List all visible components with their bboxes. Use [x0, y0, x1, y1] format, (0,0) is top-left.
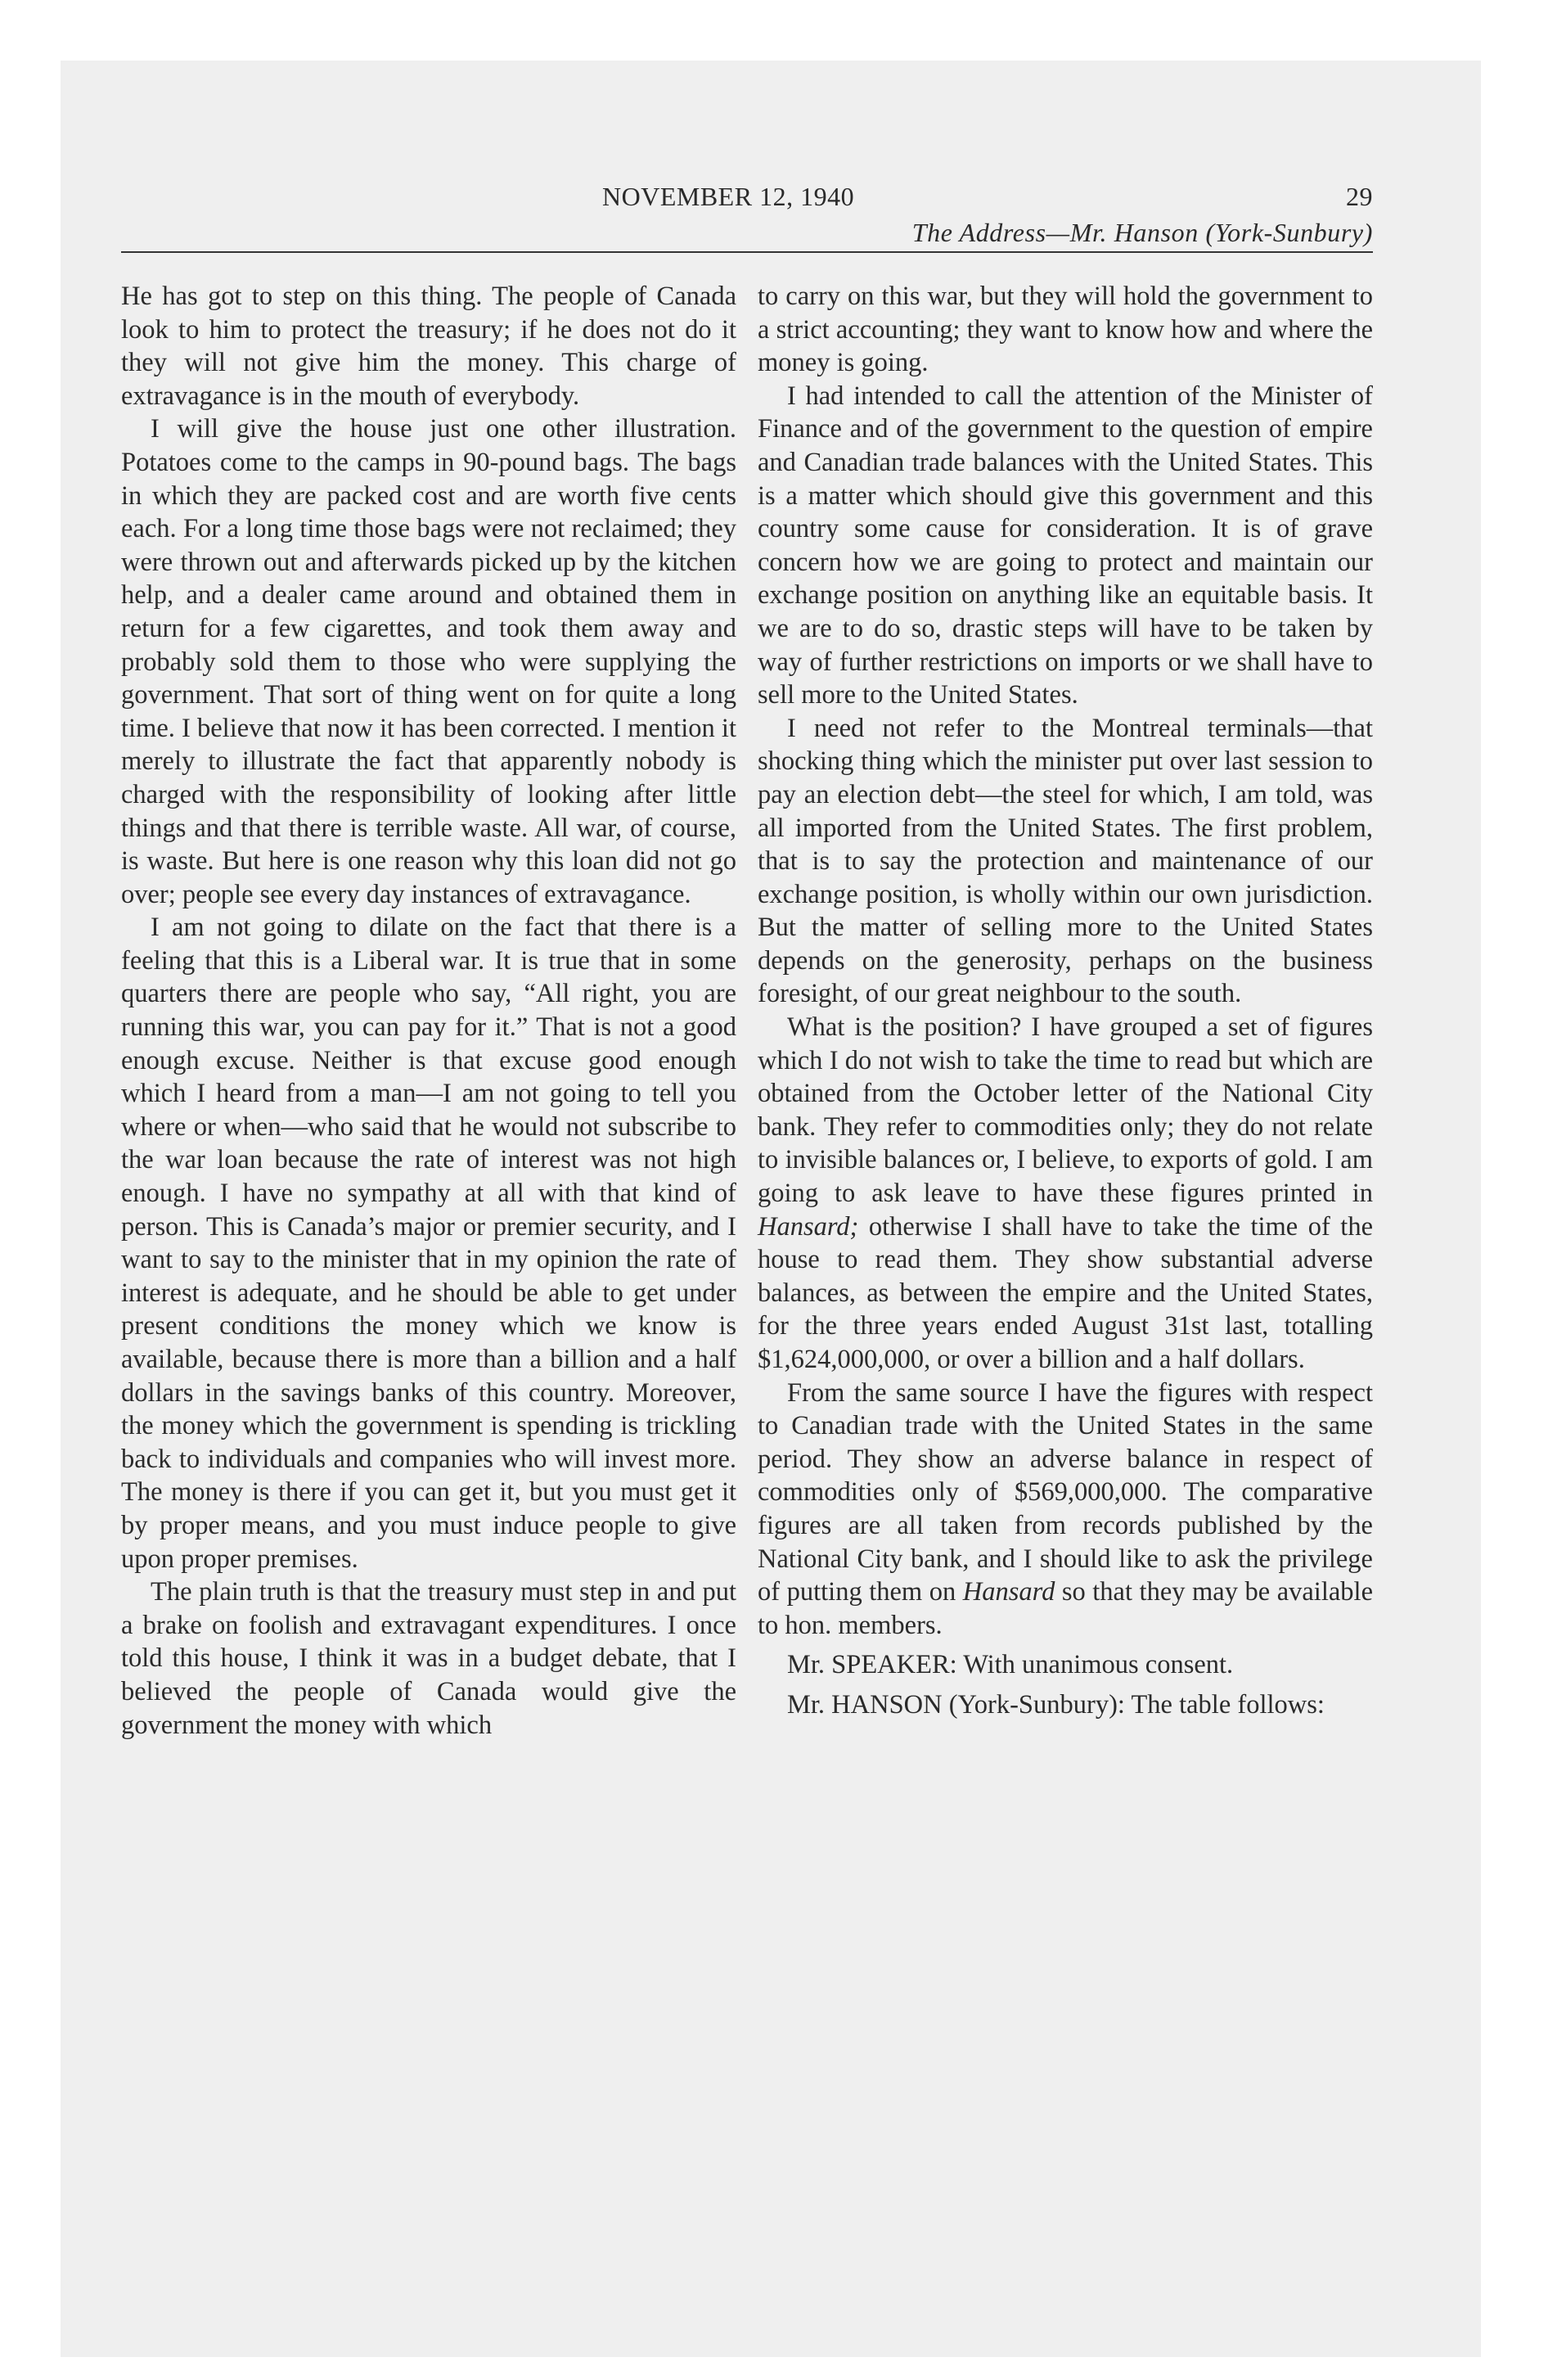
paragraph: I will give the house just one other illustration. Potatoes come to the camps in 90-pound bags. The bags in which they are packed cost and are worth five cents each. For a long time those bags were not reclaimed; they were thrown out and afterwards picked up by the kitchen help, and a dealer came around and obtained them in return for a few cigarettes, and took them away and probably sold them to those who were supplying the government. That sort of thing went on for quite a long time. I believe that now it has been corrected. I mention it merely to illustrate the fact that apparently nobody is charged with the responsibility of looking after little things and that there is terrible waste. All war, of course, is waste. But here is one reason why this loan did not go over; people see every day instances of extravagance. [121, 414, 736, 909]
paragraph: to carry on this war, but they will hold the government to a strict accounting; they want to know how and where the money is going. [758, 282, 1373, 378]
italic-hansard: Hansard [962, 1577, 1055, 1607]
speaker-line: Mr. SPEAKER: With unanimous consent. [787, 1650, 1234, 1680]
paragraph-text: so that they may be available to hon. members. [758, 1577, 1373, 1640]
header-subtitle: The Address—Mr. Hanson (York-Sunbury) [911, 218, 1373, 247]
speaker-line: Mr. HANSON (York-Sunbury): The table follows: [787, 1689, 1325, 1720]
paragraph: He has got to step on this thing. The people of Canada look to him to protect the treasury; if he does not do it they will not give him the money. This charge of extravagance is in the mouth of everybody. [121, 282, 736, 411]
text-columns [121, 280, 1373, 1742]
left-column [121, 280, 736, 1742]
right-column [758, 280, 1373, 1742]
paragraph [758, 1377, 1373, 1643]
paragraph-text: otherwise I shall have to take the time of the house to read them. They show substantial adverse balances, as between the empire and the United States, for the three years ended August 31st last, totalling $1,624,000,000, or over a billion and a half dollars. [758, 1211, 1373, 1374]
header-rule [121, 251, 1373, 253]
page-header [121, 182, 1373, 253]
paragraph-text: What is the position? I have grouped a set of figures which I do not wish to take the time to read but which are obtained from the October letter of the National City bank. They refer to commodities only; they do not relate to invisible balances or, I believe, to exports of gold. I am going to ask leave to have these figures printed in [758, 1012, 1373, 1209]
paragraph: I had intended to call the attention of the Minister of Finance and of the government to the question of empire and Canadian trade balances with the United States. This is a matter which should give this government and this country some cause for consideration. It is of grave concern how we are going to protect and maintain our exchange position on anything like an equitable basis. It we are to do so, drastic steps will have to be taken by way of further restrictions on imports or we shall have to sell more to the United States. [758, 381, 1373, 710]
header-line [121, 182, 1373, 218]
paragraph: I need not refer to the Montreal terminals—that shocking thing which the minister put over last session to pay an election debt—the steel for which, I am told, was all imported from the United States. The first problem, that is to say the protection and maintenance of our exchange position, is wholly within our own jurisdiction. But the matter of selling more to the United States depends on the generosity, perhaps on the business foresight, of our great neighbour to the south. [758, 713, 1373, 1009]
paragraph: I am not going to dilate on the fact that there is a feeling that this is a Liberal war. It is true that in some quarters there are people who say, “All right, you are running this war, you can pay for it.” That is not a good enough excuse. Neither is that excuse good enough which I heard from a man—I am not going to tell you where or when—who said that he would not subscribe to the war loan because the rate of interest was not high enough. I have no sympathy at all with that kind of person. This is Canada’s major or premier security, and I want to say to the minister that in my opinion the rate of interest is adequate, and he should be able to get under present conditions the money which we know is available, because there is more than a billion and a half dollars in the savings banks of this country. Moreover, the money which the government is spending is trickling back to individuals and companies who will invest more. The money is there if you can get it, but you must get it by proper means, and you must induce people to give upon proper premises. [121, 913, 736, 1574]
italic-hansard: Hansard; [758, 1211, 859, 1242]
page-number: 29 [1346, 182, 1373, 211]
paragraph-text: From the same source I have the figures with respect to Canadian trade with the United States in the same period. They show an adverse balance in respect of commodities only of $569,000,000. The comparative figures are all taken from records published by the National City bank, and I should like to ask the privilege of putting them on [758, 1377, 1373, 1607]
header-date: NOVEMBER 12, 1940 [602, 182, 855, 211]
paragraph [758, 1011, 1373, 1377]
paragraph: The plain truth is that the treasury must step in and put a brake on foolish and extravagant expenditures. I once told this house, I think it was in a budget debate, that I believed the people of Canada would give the government the money with which [121, 1577, 736, 1740]
